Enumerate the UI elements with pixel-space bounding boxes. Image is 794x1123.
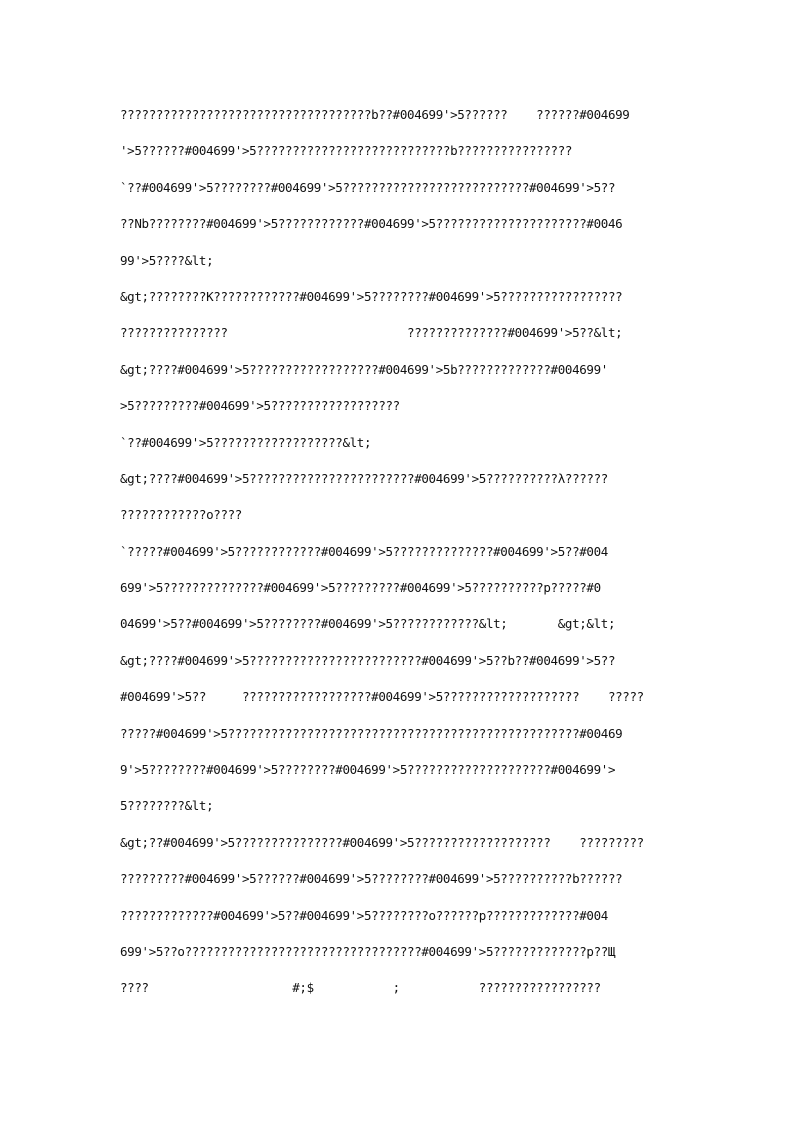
text-line: ????????????o????: [120, 507, 242, 523]
text-line: 5????????&lt;: [120, 798, 214, 814]
text-line: '>5??????#004699'>5???????????????????????????b????????????????: [120, 143, 573, 159]
text-line: 99'>5????&lt;: [120, 252, 214, 268]
text-line: `?????#004699'>5????????????#004699'>5??????????????#004699'>5??#004: [120, 543, 608, 559]
text-line: &gt;??#004699'>5???????????????#004699'>5??????????????????? ?????????: [120, 834, 644, 850]
text-line: &gt;????#004699'>5???????????????????????#004699'>5??????????λ??????: [120, 470, 608, 486]
text-line: `??#004699'>5??????????????????&lt;: [120, 434, 372, 450]
text-line: ???????????????????????????????????b??#004699'>5?????? ??????#004699: [120, 107, 630, 122]
document-body: [120, 101, 692, 1011]
text-line: `??#004699'>5????????#004699'>5??????????????????????????#004699'>5??: [120, 179, 616, 195]
text-line: >5?????????#004699'>5??????????????????: [120, 398, 400, 414]
text-line: 04699'>5??#004699'>5????????#004699'>5????????????&lt; &gt;&lt;: [120, 616, 616, 632]
text-line: ??Nb????????#004699'>5????????????#004699'>5?????????????????????#0046: [120, 216, 623, 232]
text-line: 699'>5??????????????#004699'>5?????????#004699'>5??????????p?????#0: [120, 580, 601, 596]
text-line: #004699'>5?? ??????????????????#004699'>5??????????????????? ?????: [120, 689, 644, 705]
text-line: ???? #;$ ; ?????????????????: [120, 980, 601, 996]
text-line: 9'>5????????#004699'>5????????#004699'>5????????????????????#004699'>: [120, 762, 616, 778]
text-line: ?????#004699'>5?????????????????????????????????????????????????#00469: [120, 725, 623, 741]
text-line: ?????????????#004699'>5??#004699'>5????????o??????p?????????????#004: [120, 907, 608, 923]
text-line: &gt;????#004699'>5??????????????????#004699'>5b?????????????#004699': [120, 361, 608, 377]
text-line: &gt;????????K????????????#004699'>5????????#004699'>5?????????????????: [120, 288, 623, 304]
text-line: ?????????#004699'>5??????#004699'>5????????#004699'>5??????????b??????: [120, 871, 623, 887]
text-line: 699'>5??o?????????????????????????????????#004699'>5?????????????p??Щ: [120, 943, 616, 959]
text-line: &gt;????#004699'>5????????????????????????#004699'>5??b??#004699'>5??: [120, 652, 616, 668]
text-line: ??????????????? ??????????????#004699'>5??&lt;: [120, 325, 623, 341]
